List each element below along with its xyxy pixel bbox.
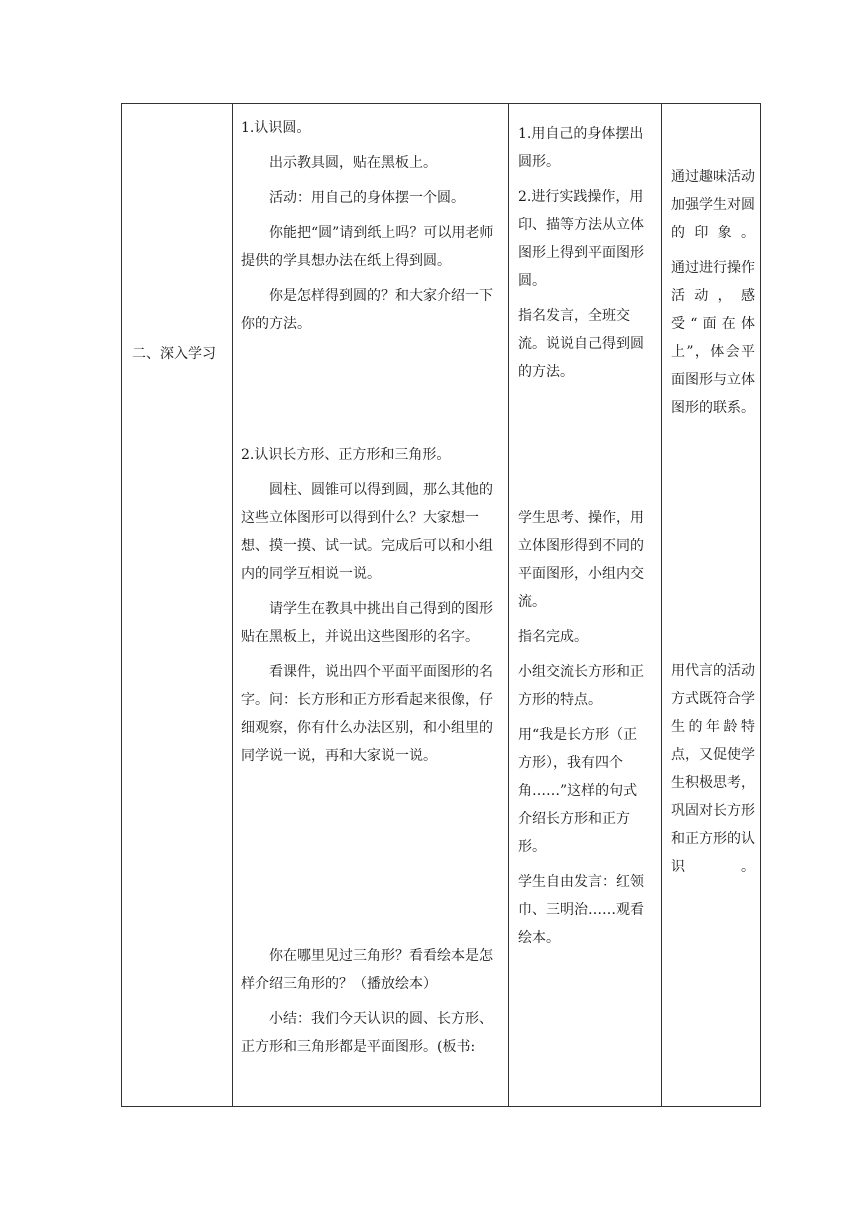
teacher-block-2: [241, 441, 504, 770]
intent-block-1: [671, 163, 755, 422]
teacher-block-1: [241, 114, 504, 338]
student-paragraph: 学生自由发言：红领巾、三明治……观看绘本。: [518, 874, 644, 946]
intent-paragraph: 通过趣味活动加强学生对圆的印象。: [671, 169, 755, 241]
student-activity-cell: [509, 104, 661, 1106]
student-paragraph: 指名发言，全班交流。说说自己得到圆的方法。: [518, 308, 644, 380]
student-paragraph: 2.进行实践操作，用印、描等方法从立体图形上得到平面图形圆。: [518, 189, 644, 289]
teacher-paragraph: 你是怎样得到圆的？和大家介绍一下你的方法。: [241, 288, 493, 332]
student-paragraph: 1.用自己的身体摆出圆形。: [518, 126, 644, 170]
design-intent-cell: [662, 104, 760, 1106]
teacher-paragraph: 出示教具圆，贴在黑板上。: [269, 155, 437, 171]
intent-paragraph: 通过进行操作活动，感受“面在体上”，体会平面图形与立体图形的联系。: [671, 260, 755, 416]
teacher-paragraph: 看课件，说出四个平面平面图形的名字。问：长方形和正方形看起来很像，仔细观察，你有什么办法区别，和小组里的同学说一说，再和大家说一说。: [241, 664, 493, 764]
teacher-paragraph: 小结：我们今天认识的圆、长方形、正方形和三角形都是平面图形。(板书:: [241, 1011, 493, 1055]
student-paragraph: 学生思考、操作，用立体图形得到不同的平面图形，小组内交流。: [518, 510, 644, 610]
lesson-table: [121, 103, 761, 1107]
student-paragraph: 用“我是长方形（正方形），我有四个角……”这样的句式介绍长方形和正方形。: [518, 727, 638, 855]
stage-label: 二、深入学习: [132, 346, 216, 362]
teacher-paragraph: 请学生在教具中挑出自己得到的图形贴在黑板上，并说出这些图形的名字。: [241, 601, 493, 645]
teacher-paragraph: 你在哪里见过三角形？看看绘本是怎样介绍三角形的？（播放绘本）: [241, 948, 493, 992]
teacher-paragraph: 活动：用自己的身体摆一个圆。: [269, 190, 465, 206]
stage-cell: [122, 104, 232, 1106]
student-paragraph: 指名完成。: [518, 629, 588, 645]
intent-block-2: [671, 657, 755, 881]
teacher-paragraph: 你能把“圆”请到纸上吗？可以用老师提供的学具想办法在纸上得到圆。: [241, 225, 494, 269]
student-paragraph: 小组交流长方形和正方形的特点。: [518, 664, 644, 708]
student-block-2: [518, 504, 651, 952]
student-block-1: [518, 120, 651, 386]
teacher-heading-circle: 1.认识圆。: [241, 120, 311, 136]
teacher-heading-shapes: 2.认识长方形、正方形和三角形。: [241, 447, 451, 463]
intent-paragraph: 用代言的活动方式既符合学生的年龄特点，又促使学生积极思考，巩固对长方形和正方形的认识。: [671, 663, 755, 875]
teacher-paragraph: 圆柱、圆锥可以得到圆，那么其他的这些立体图形可以得到什么？大家想一想、摸一摸、试一试。完成后可以和小组内的同学互相说一说。: [241, 482, 493, 582]
teacher-activity-cell: [233, 104, 508, 1106]
teacher-block-3: [241, 942, 504, 1061]
